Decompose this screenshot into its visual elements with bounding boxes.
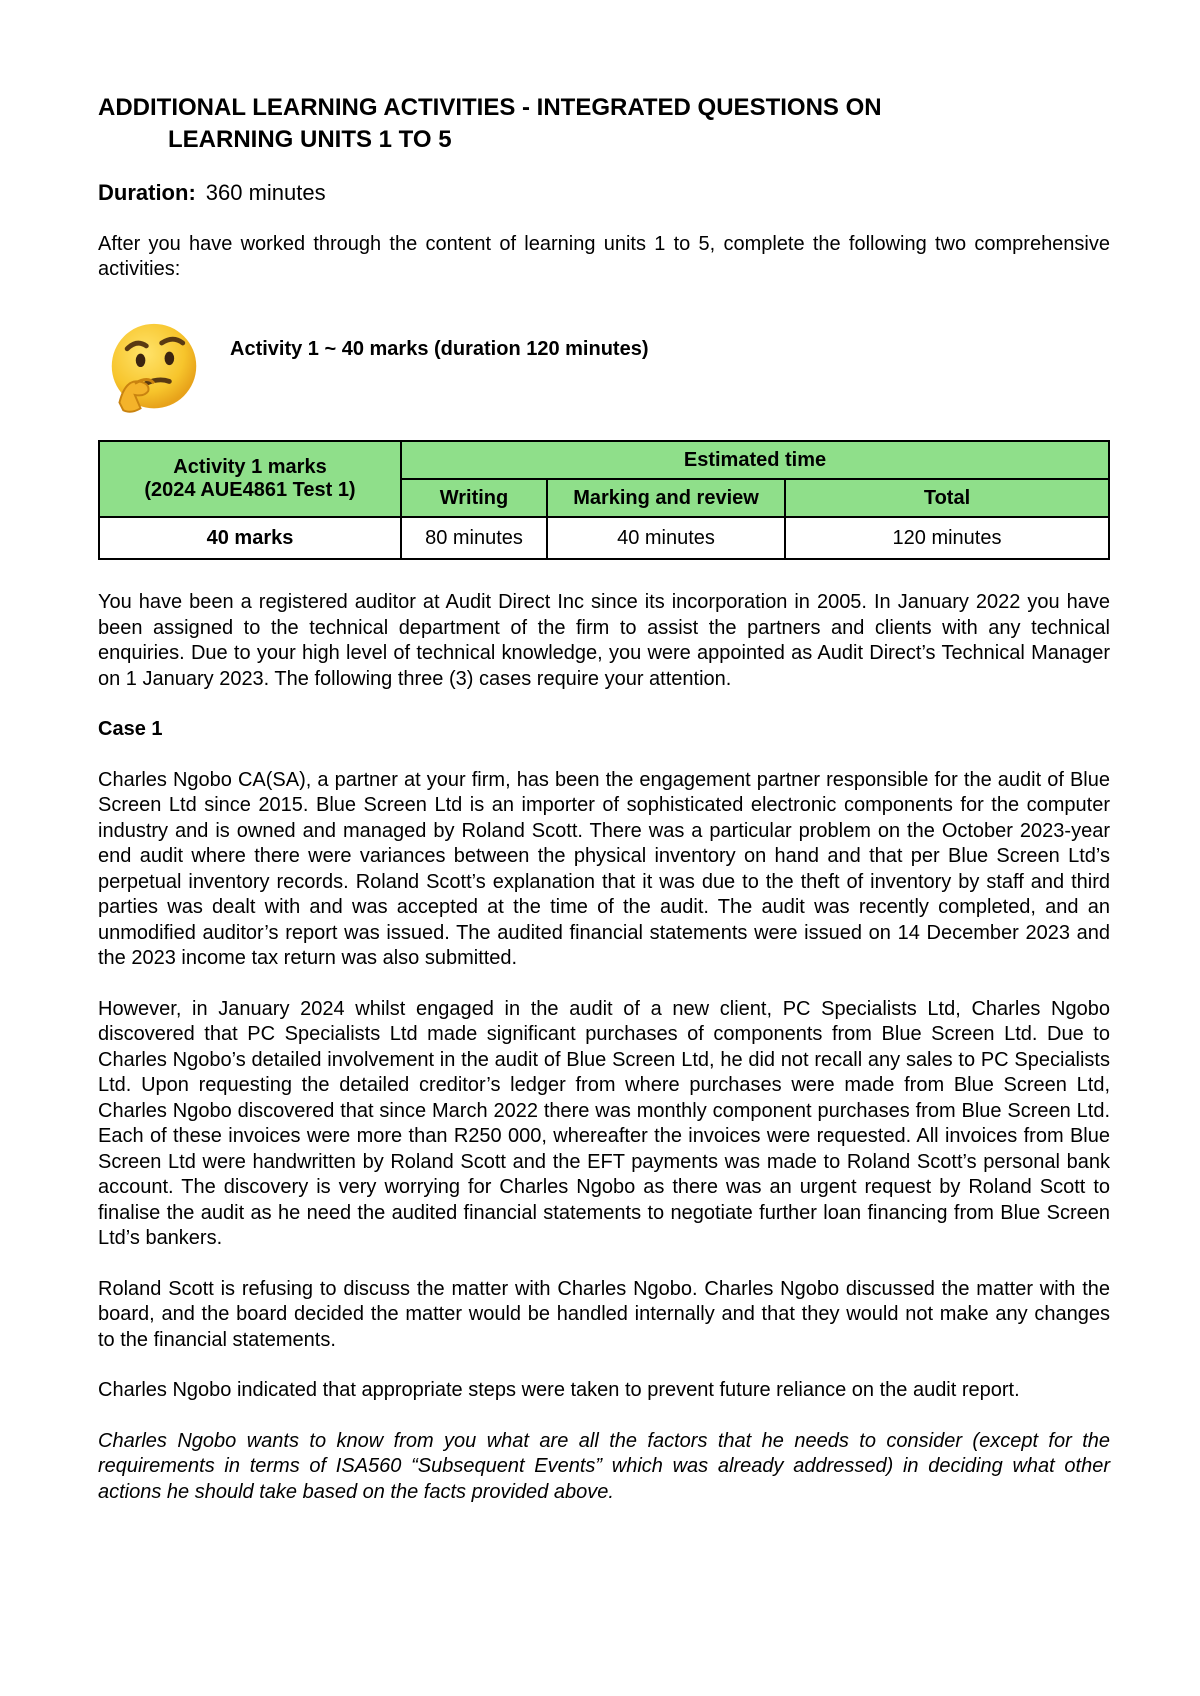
case-body [98,590,1110,1530]
paragraph-discovery: However, in January 2024 whilst engaged in the audit of a new client, PC Specialists Ltd, Charles Ngobo discovered that PC Specialists Ltd made significant purchases of components from Blue Screen Ltd. Due to Charles Ngobo’s detailed involvement in the audit of Blue Screen Ltd, he did not recall any sales to PC Specialists Ltd. Upon requesting the detailed creditor’s ledger from where purchases were made from Blue Screen Ltd, Charles Ngobo discovered that since March 2022 there was monthly component purchases from Blue Screen Ltd. Each of these invoices were more than R250 000, whereafter the invoices were requested. All invoices from Blue Screen Ltd were handwritten by Roland Scott and the EFT payments was made to Roland Scott’s personal bank account. The discovery is very worrying for Charles Ngobo as there was an urgent request by Roland Scott to finalise the audit as he need the audited financial statements to negotiate further loan financing from Blue Screen Ltd’s bankers. [98,997,1110,1249]
marks-header-cell [99,441,401,517]
table-cell-marks: 40 marks [99,517,401,559]
column-header-writing: Writing [401,479,547,517]
table-cell-marking: 40 minutes [547,517,785,559]
table-cell-writing: 80 minutes [401,517,547,559]
duration-value: 360 minutes [205,180,326,205]
case-title: Case 1 [98,718,163,740]
column-header-marking: Marking and review [547,479,785,517]
marks-header-line-2: (2024 AUE4861 Test 1) [144,479,356,501]
table-cell-total: 120 minutes [785,517,1109,559]
paragraph-background: You have been a registered auditor at Audit Direct Inc since its incorporation in 2005. In January 2022 you have been assigned to the technical department of the firm to assist the partners and clients with any technical enquiries. Due to your high level of technical knowledge, you were appointed as Audit Direct’s Technical Manager on 1 January 2023. The following three (3) cases require your attention. [98,591,1110,690]
estimated-time-header: Estimated time [401,441,1109,479]
marks-header-line-1: Activity 1 marks [173,456,327,478]
activity-marks-table [98,440,1110,560]
intro-paragraph: After you have worked through the content of learning units 1 to 5, complete the following two comprehensive activities: [98,233,1110,280]
paragraph-question: Charles Ngobo wants to know from you what are all the factors that he needs to consider (except for the requirements in terms of ISA560 “Subsequent Events” which was already addressed) in deciding what other actions he should take based on the facts provided above. [98,1429,1110,1503]
heading-line-1: ADDITIONAL LEARNING ACTIVITIES - INTEGRATED QUESTIONS ON [98,94,882,121]
document-heading [98,92,1110,156]
paragraph-reliance: Charles Ngobo indicated that appropriate steps were taken to prevent future reliance on the audit report. [98,1379,1020,1401]
activity-title: Activity 1 ~ 40 marks (duration 120 minutes) [230,338,649,360]
thinking-face-icon [106,320,202,416]
duration-line [98,180,326,206]
duration-label: Duration: [98,180,196,205]
paragraph-case-context: Charles Ngobo CA(SA), a partner at your firm, has been the engagement partner responsible for the audit of Blue Screen Ltd since 2015. Blue Screen Ltd is an importer of sophisticated electronic components for the computer industry and is owned and managed by Roland Scott. There was a particular problem on the October 2023-year end audit where there were variances between the physical inventory on hand and that per Blue Screen Ltd’s perpetual inventory records. Roland Scott’s explanation that it was due to the theft of inventory by staff and third parties was dealt with and was accepted at the time of the audit. The audit was recently completed, and an unmodified auditor’s report was issued. The audited financial statements were issued on 14 December 2023 and the 2023 income tax return was also submitted. [98,768,1110,969]
column-header-total: Total [785,479,1109,517]
paragraph-board-decision: Roland Scott is refusing to discuss the matter with Charles Ngobo. Charles Ngobo discussed the matter with the board, and the board decided the matter would be handled internally and that they would not make any changes to the financial statements. [98,1277,1110,1351]
heading-line-2: LEARNING UNITS 1 TO 5 [168,126,452,153]
